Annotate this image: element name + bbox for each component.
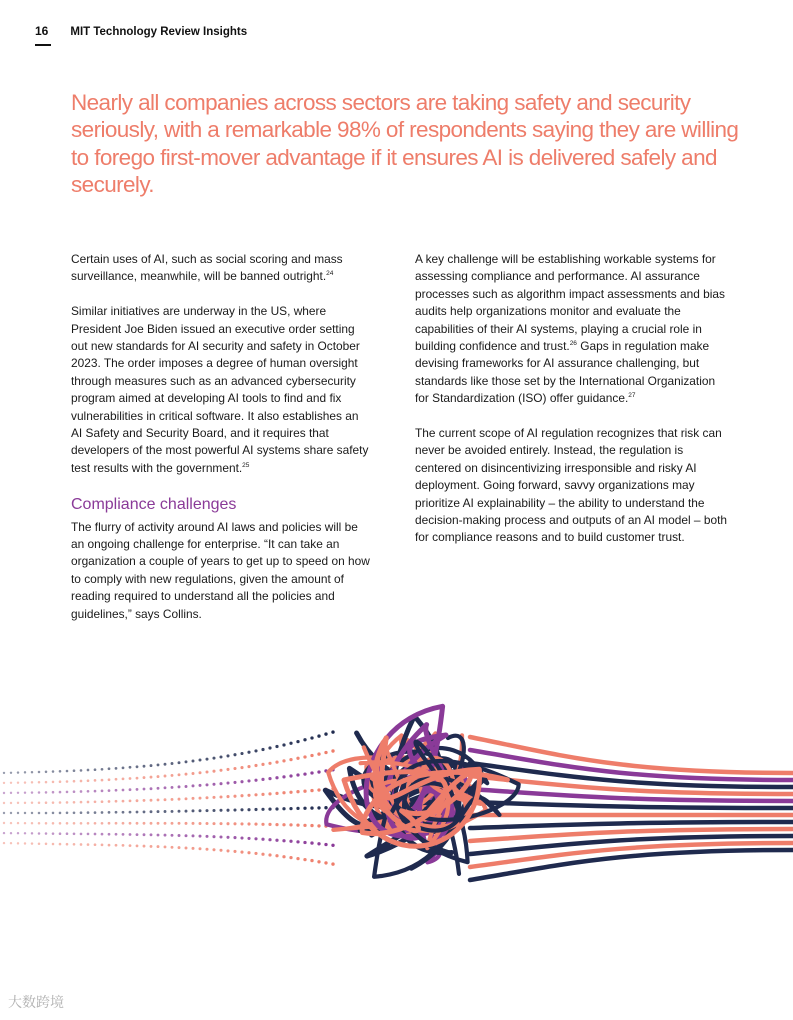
section-subhead: Compliance challenges <box>71 495 237 513</box>
paragraph: Similar initiatives are underway in the US, where President Joe Biden issued an executive order setting out new standards for AI security and safety in October 2023. The order imposes a degree of human oversight through measures such as an advanced cybersecurity program aimed at developing AI tools to find and fix vulnerabilities in critical software. It also establishes an AI Safety and Security Board, and it requires that developers of the most powerful AI systems share safety test results with the government.$^{25}$ <box>71 304 369 475</box>
watermark: 大数跨境 <box>8 994 64 1010</box>
footnote-ref: 24 <box>326 270 334 278</box>
footnote-ref: 27 <box>628 392 636 400</box>
page-header <box>35 24 247 38</box>
paragraph: The flurry of activity around AI laws and policies will be an ongoing challenge for enterprise. “It can take an organization a couple of years to get up to speed on how to comply with new regulations, given the amount of reading required to understand all the policies and guidelines,” says Collins. <box>71 519 370 621</box>
left-column <box>71 251 371 640</box>
tangled-lines-illustration <box>0 655 793 995</box>
right-column <box>415 251 727 564</box>
paragraph: Certain uses of AI, such as social scoring and mass surveillance, meanwhile, will be banned outright.$^{24}$ <box>71 252 343 284</box>
footnote-ref: 25 <box>242 461 250 469</box>
paragraph: A key challenge will be establishing workable systems for assessing compliance and performance. AI assurance processes such as algorithm impact assessments and bias audits help organizations monitor and evaluate the capabilities of their AI systems, playing a crucial role in building confidence and trust.$^{26}$ Gaps in regulation make devising frameworks for AI assurance challenging, but standards like those set by the International Organization for Standardization (ISO) offer guidance.$^{27}$ <box>415 252 725 406</box>
page-number: 16 <box>35 24 49 38</box>
pull-quote: Nearly all companies across sectors are taking safety and security seriously, with a remarkable 98% of respondents saying they are willing to forego first-mover advantage if it ensures AI is delivered safely and securely. <box>71 90 739 197</box>
footnote-ref: 26 <box>569 340 577 348</box>
page-number-rule <box>35 44 51 46</box>
publication-name: MIT Technology Review Insights <box>70 26 248 38</box>
paragraph: The current scope of AI regulation recognizes that risk can never be avoided entirely. Instead, the regulation is centered on disincentivizing irresponsible and risky AI deployment. Going forward, savvy organizations may prioritize AI explainability – the ability to understand the decision-making process and outputs of an AI model – both for compliance reasons and to build customer trust. <box>415 426 727 545</box>
